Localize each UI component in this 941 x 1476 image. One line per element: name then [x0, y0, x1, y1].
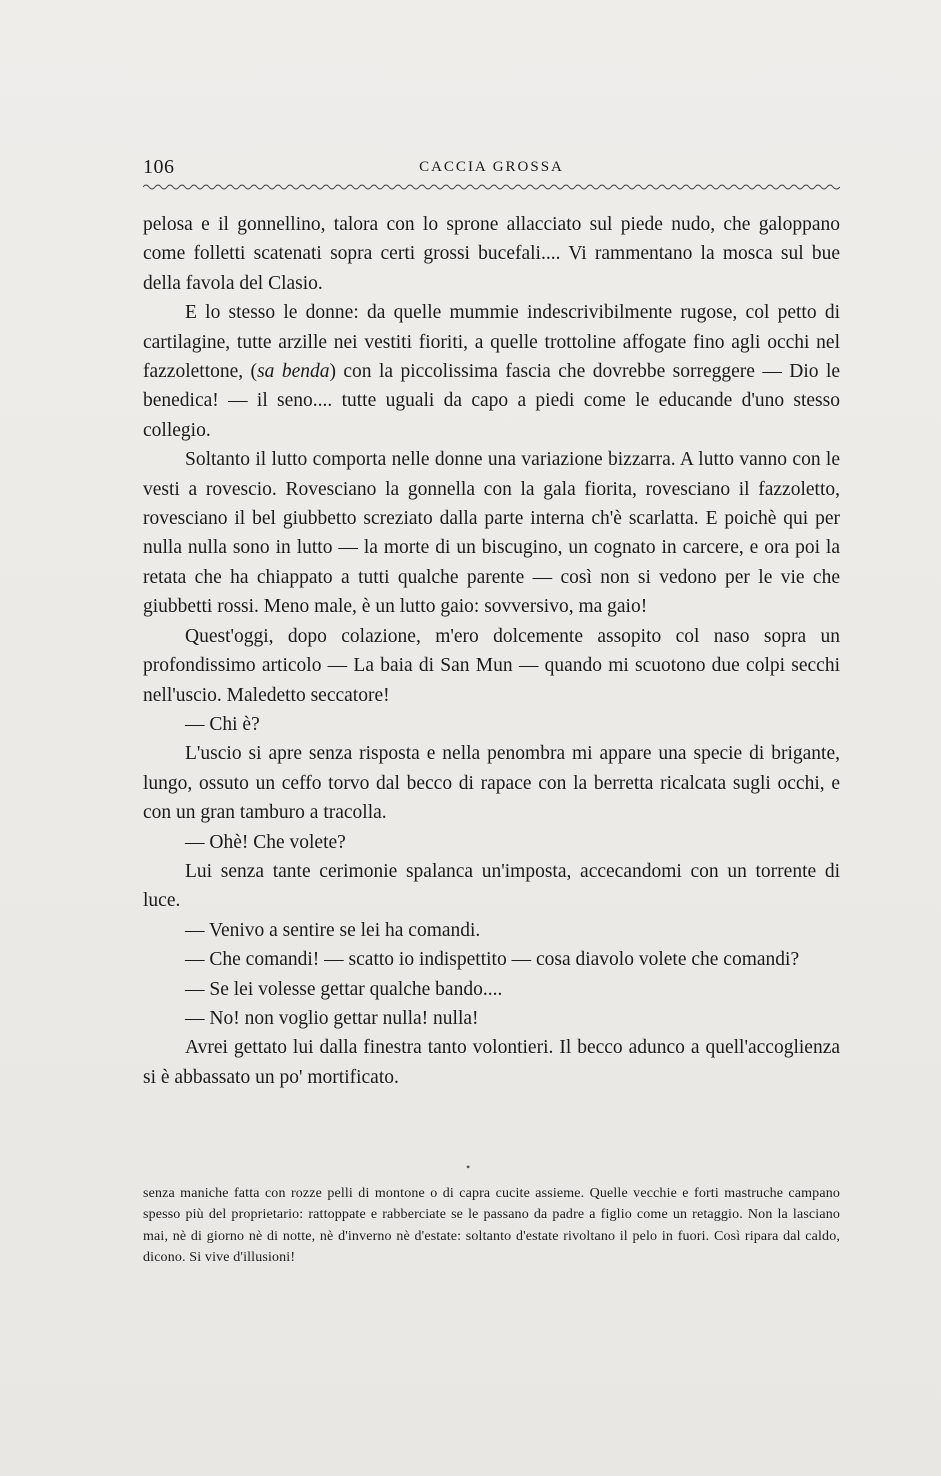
paragraph-13: Avrei gettato lui dalla finestra tanto volontieri. Il becco adunco a quell'accoglienza si è abbassato un po' mortificato. — [143, 1037, 840, 1088]
dialogue-line-4: — Che comandi! — scatto io indispettito — cosa diavolo volete che comandi? — [185, 949, 800, 971]
page-number: 106 — [143, 156, 175, 178]
paragraph-2-part-b: ) con la piccolissima fascia che dovrebbe sorreggere — Dio le benedica! — il seno.... tutte uguali da capo a piedi come le educande d'uno stesso collegio. — [143, 361, 841, 441]
footnote — [143, 1183, 840, 1268]
footnote-text: senza maniche fatta con rozze pelli di montone o di capra cucite assieme. Quelle vecchie e forti mastruche campano spesso più del proprietario: rattoppate e rabberciate se le passano da padre a figlio come un retaggio. Non la lasciano mai, nè di giorno nè di notte, nè d'inverno nè d'estate: soltanto d'estate rivoltano il pelo in fuori. Così ripara dal caldo, dicono. Si vive d'illusioni! — [143, 1186, 840, 1265]
paragraph-2 — [143, 298, 840, 445]
header-rule-ornament — [143, 182, 840, 192]
dialogue-line-1: — Chi è? — [185, 713, 260, 735]
speck-mark: • — [466, 1160, 471, 1174]
paragraph-1: pelosa e il gonnellino, talora con lo sprone allacciato sul piede nudo, che galoppano come folletti scatenati sopra certi grossi bucefali.... Vi rammentano la mosca sul bue della favola del Clasio. — [143, 214, 840, 294]
dialogue-line-5: — Se lei volesse gettar qualche bando.... — [185, 978, 503, 1000]
running-title: CACCIA GROSSA — [419, 159, 564, 175]
paragraph-4: Quest'oggi, dopo colazione, m'ero dolcemente assopito col naso sopra un profondissimo articolo — La baia di San Mun — quando mi scuotono due colpi secchi nell'uscio. Maledetto seccatore! — [143, 625, 840, 706]
paragraph-3: Soltanto il lutto comporta nelle donne una variazione bizzarra. A lutto vanno con le vesti a rovescio. Rovesciano la gonnella con la gala fiorita, rovesciano il fazzoletto, rovesciano il bel giubbetto screziato dalla parte interna ch'è scarlatta. E poichè qui per nulla nulla sono in lutto — la morte di un biscugino, un cognato in carcere, e ora poi la retata che ha chiappato a tutti qualche parente — così non si vedono per le vie che giubbetti rossi. Meno male, è un lutto gaio: sovversivo, ma gaio! — [143, 449, 840, 618]
paragraph-6: L'uscio si apre senza risposta e nella penombra mi appare una specie di brigante, lungo, ossuto un ceffo torvo dal becco di rapace con la berretta ricalcata sugli occhi, e con un gran tamburo a tracolla. — [143, 743, 840, 824]
paragraph-8: Lui senza tante cerimonie spalanca un'imposta, accecandomi con un torrente di luce. — [143, 860, 840, 912]
page-header — [143, 152, 840, 182]
dialogue-line-3: — Venivo a sentire se lei ha comandi. — [185, 919, 481, 941]
main-text — [143, 210, 840, 1092]
sa-benda-term: sa benda — [257, 361, 330, 383]
paragraph-2-part-a: E lo stesso le donne: da quelle mummie indescrivibilmente rugose, col petto di cartilagine, tutte arzille nei vestiti fioriti, a quelle trottoline affogate fino agli occhi nel fazzolettone, ( — [143, 302, 840, 383]
dialogue-line-6: — No! non voglio gettar nulla! nulla! — [185, 1007, 479, 1029]
dialogue-line-2: — Ohè! Che volete? — [185, 831, 346, 853]
